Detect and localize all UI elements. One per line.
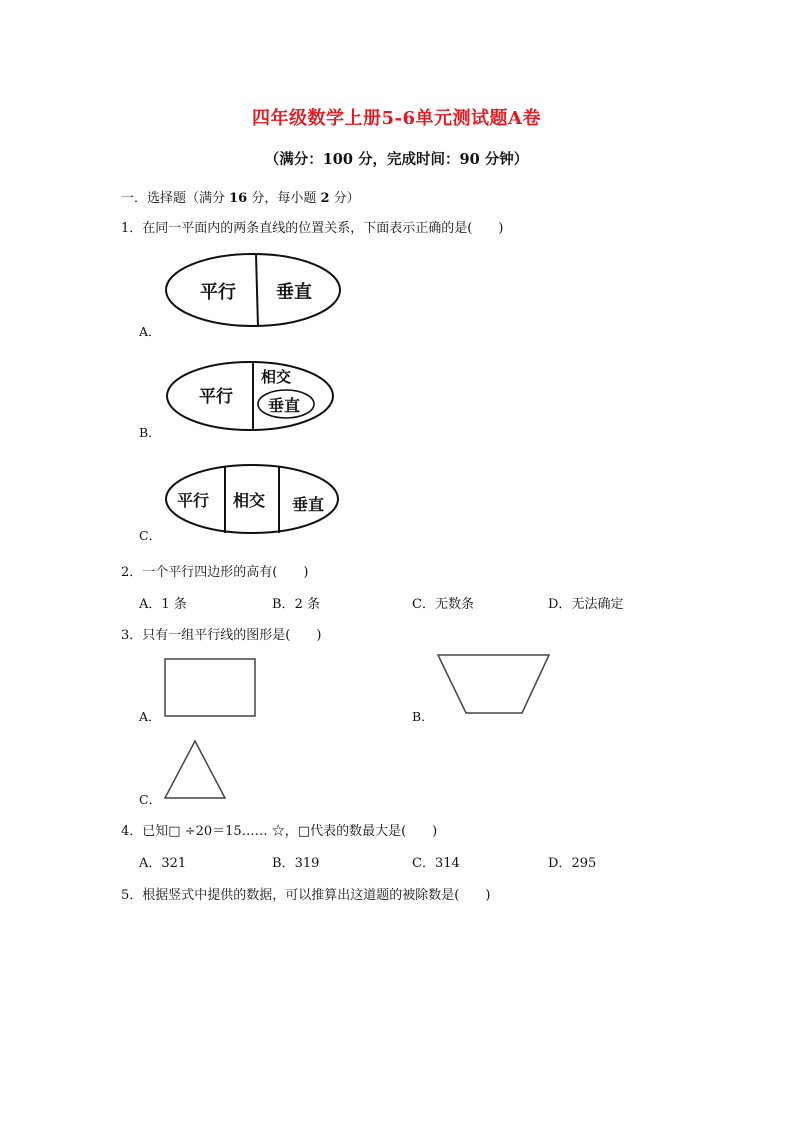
option-d[interactable]	[548, 593, 623, 612]
option-label: A．	[139, 597, 162, 612]
option-label-a[interactable]: A．	[139, 709, 161, 724]
section-suffix: 分）	[329, 191, 360, 206]
option-label: D．	[548, 856, 572, 871]
question-number: 2．	[121, 565, 143, 580]
section-each-score: 2	[320, 191, 330, 206]
question-number: 4．	[121, 824, 143, 839]
venn-figure-b	[165, 360, 337, 434]
option-a[interactable]	[139, 593, 187, 612]
option-text: 295	[571, 856, 597, 871]
option-label: C．	[412, 856, 435, 871]
figure-label: 相交	[233, 491, 266, 510]
option-b[interactable]	[272, 852, 319, 871]
option-text: 1 条	[161, 597, 187, 612]
option-label: D．	[548, 597, 572, 612]
question-1	[121, 217, 503, 236]
option-text: 319	[294, 856, 320, 871]
option-label-b[interactable]: B．	[412, 709, 434, 724]
option-c[interactable]	[412, 593, 474, 612]
option-label-a[interactable]: A．	[139, 324, 161, 339]
section-prefix: 一．选择题（满分	[121, 191, 230, 206]
option-label: B．	[272, 856, 295, 871]
option-label: A．	[139, 856, 162, 871]
option-a[interactable]	[139, 852, 186, 871]
question-text: 一个平行四边形的高有( )	[142, 565, 309, 580]
option-text: 2 条	[294, 597, 320, 612]
section-total-score: 16	[229, 191, 248, 206]
figure-label: 垂直	[276, 282, 312, 303]
option-text: 无数条	[434, 597, 474, 612]
section-heading	[121, 187, 360, 206]
figure-label: 垂直	[292, 495, 325, 514]
option-label-c[interactable]: C．	[139, 792, 162, 807]
option-text: 314	[434, 856, 460, 871]
venn-figure-c	[164, 462, 340, 536]
venn-figure-a	[164, 252, 344, 330]
question-5	[121, 884, 490, 903]
figure-label: 相交	[261, 368, 292, 386]
question-number: 5．	[121, 888, 143, 903]
figure-label: 平行	[200, 282, 236, 303]
document-title: 四年级数学上册5-6单元测试题A卷	[252, 108, 541, 129]
option-b[interactable]	[272, 593, 320, 612]
triangle-figure	[164, 740, 226, 800]
figure-label: 垂直	[268, 396, 301, 415]
section-mid: 分，每小题	[247, 191, 321, 206]
question-text: 根据竖式中提供的数据，可以推算出这道题的被除数是( )	[142, 888, 491, 903]
question-number: 1．	[121, 221, 143, 236]
option-text: 321	[161, 856, 187, 871]
figure-label: 平行	[177, 491, 210, 510]
question-text: 在同一平面内的两条直线的位置关系，下面表示正确的是( )	[142, 221, 504, 236]
option-c[interactable]	[412, 852, 460, 871]
question-3	[121, 624, 321, 643]
option-label: B．	[272, 597, 295, 612]
question-number: 3．	[121, 628, 143, 643]
question-4	[121, 820, 437, 839]
figure-label: 平行	[199, 387, 233, 407]
question-text: 只有一组平行线的图形是( )	[142, 628, 322, 643]
document-subtitle: （满分：100 分，完成时间：90 分钟）	[264, 151, 529, 168]
option-label: C．	[412, 597, 435, 612]
option-text: 无法确定	[571, 597, 624, 612]
option-d[interactable]	[548, 852, 596, 871]
question-2	[121, 561, 308, 580]
option-label-b[interactable]: B．	[139, 425, 161, 440]
option-label-c[interactable]: C．	[139, 528, 162, 543]
trapezoid-figure	[437, 654, 551, 716]
question-text: 已知□ ÷20＝15…… ☆，□代表的数最大是( )	[142, 824, 438, 839]
rectangle-figure	[164, 658, 256, 718]
